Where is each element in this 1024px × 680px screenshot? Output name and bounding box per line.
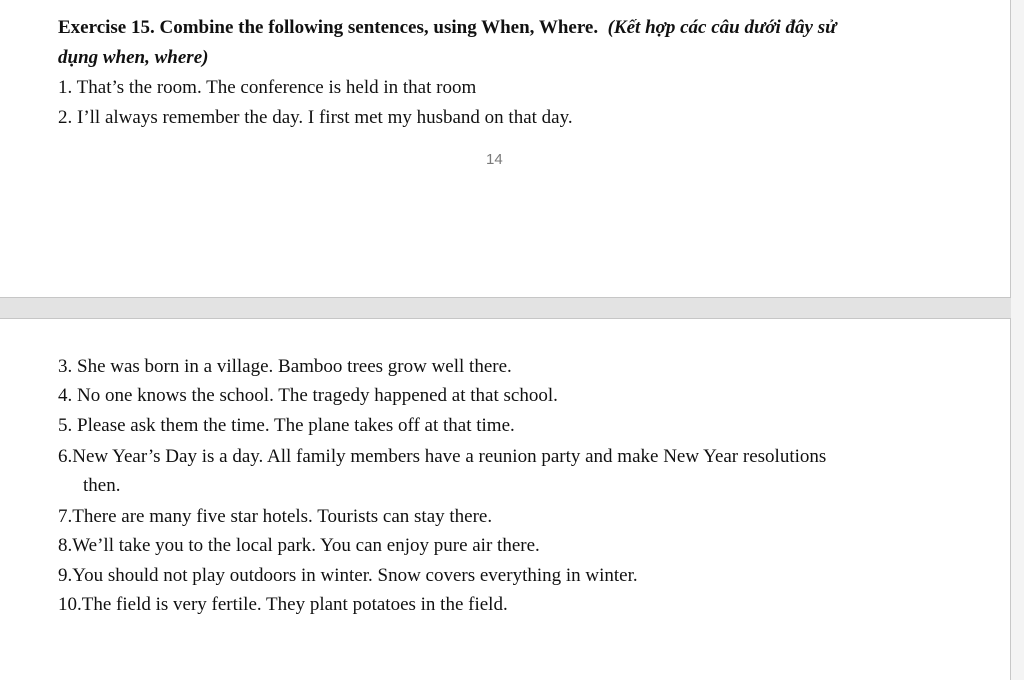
exercise-item-6-continued: then. [83, 475, 121, 496]
exercise-item-7: 7.There are many five star hotels. Tourists can stay there. [58, 506, 493, 527]
page-break-separator [0, 297, 1024, 319]
exercise-heading-line1 [58, 16, 837, 40]
exercise-heading-line2 [58, 46, 208, 70]
document-page-14 [0, 0, 1011, 297]
exercise-item-1: 1. That’s the room. The conference is held in that room [58, 77, 477, 98]
document-page-15 [0, 319, 1011, 680]
exercise-item-3: 3. She was born in a village. Bamboo trees grow well there. [58, 356, 512, 377]
exercise-item-2: 2. I’ll always remember the day. I first met my husband on that day. [58, 107, 573, 128]
exercise-item-8: 8.We’ll take you to the local park. You can enjoy pure air there. [58, 535, 540, 556]
page-number: 14 [486, 151, 503, 168]
exercise-item-4: 4. No one knows the school. The tragedy happened at that school. [58, 385, 558, 406]
exercise-item-9: 9.You should not play outdoors in winter. Snow covers everything in winter. [58, 565, 638, 586]
exercise-instruction-vi-cont: dụng when, where) [58, 47, 209, 68]
exercise-item-10: 10.The field is very fertile. They plant potatoes in the field. [58, 594, 508, 615]
exercise-instruction-vi: (Kết hợp các câu dưới đây sử [607, 17, 837, 38]
exercise-title: Exercise 15. Combine the following sentences, using When, Where. [58, 17, 599, 38]
exercise-item-6: 6.New Year’s Day is a day. All family members have a reunion party and make New Year resolutions [58, 446, 827, 467]
viewer-right-margin [1011, 0, 1024, 680]
exercise-item-5: 5. Please ask them the time. The plane takes off at that time. [58, 415, 515, 436]
